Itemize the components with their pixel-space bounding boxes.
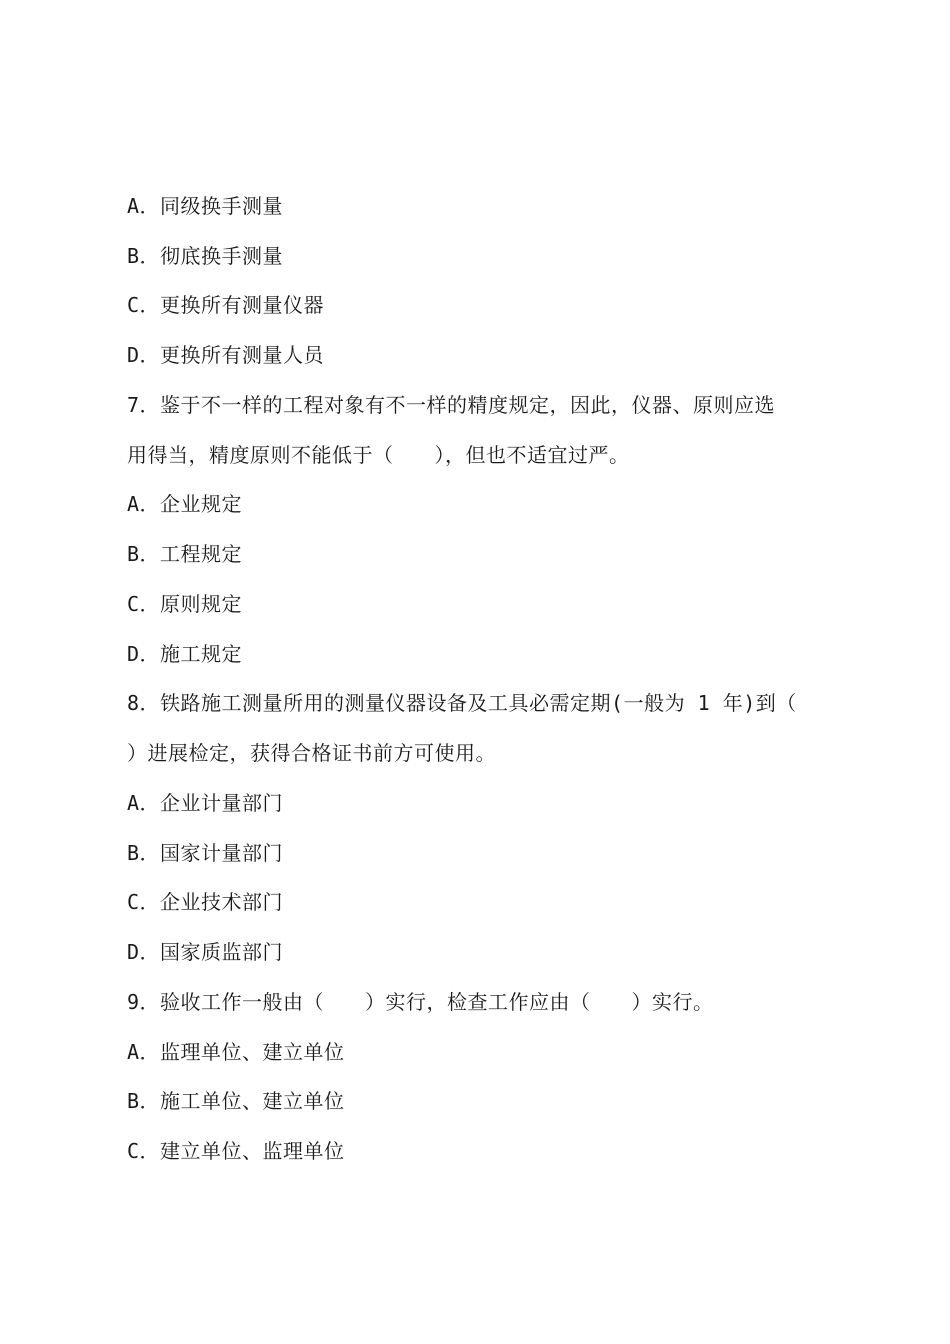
option-line: A．监理单位、建立单位 [127,1040,345,1064]
option-line: C．原则规定 [127,592,243,616]
option-line: D．更换所有测量人员 [127,343,325,367]
option-line: B．工程规定 [127,542,243,566]
option-line: A．同级换手测量 [127,194,284,218]
option-line: D．国家质监部门 [127,940,284,964]
question-line: 9．验收工作一般由（ ）实行，检查工作应由（ ）实行。 [127,990,714,1014]
option-line: D．施工规定 [127,642,243,666]
option-line: C．企业技术部门 [127,890,284,914]
question-line: 用得当，精度原则不能低于（ ），但也不适宜过严。 [127,443,630,467]
option-line: A．企业计量部门 [127,791,284,815]
option-line: B．国家计量部门 [127,841,284,865]
option-line: B．施工单位、建立单位 [127,1089,345,1113]
option-line: C．更换所有测量仪器 [127,293,325,317]
question-line: 8．铁路施工测量所用的测量仪器设备及工具必需定期(一般为 1 年)到（ [127,691,797,715]
option-line: A．企业规定 [127,492,243,516]
option-line: B．彻底换手测量 [127,244,284,268]
question-line: 7．鉴于不一样的工程对象有不一样的精度规定，因此，仪器、原则应选 [127,393,776,417]
question-line: ）进展检定，获得合格证书前方可使用。 [127,741,496,765]
option-line: C．建立单位、监理单位 [127,1139,345,1163]
